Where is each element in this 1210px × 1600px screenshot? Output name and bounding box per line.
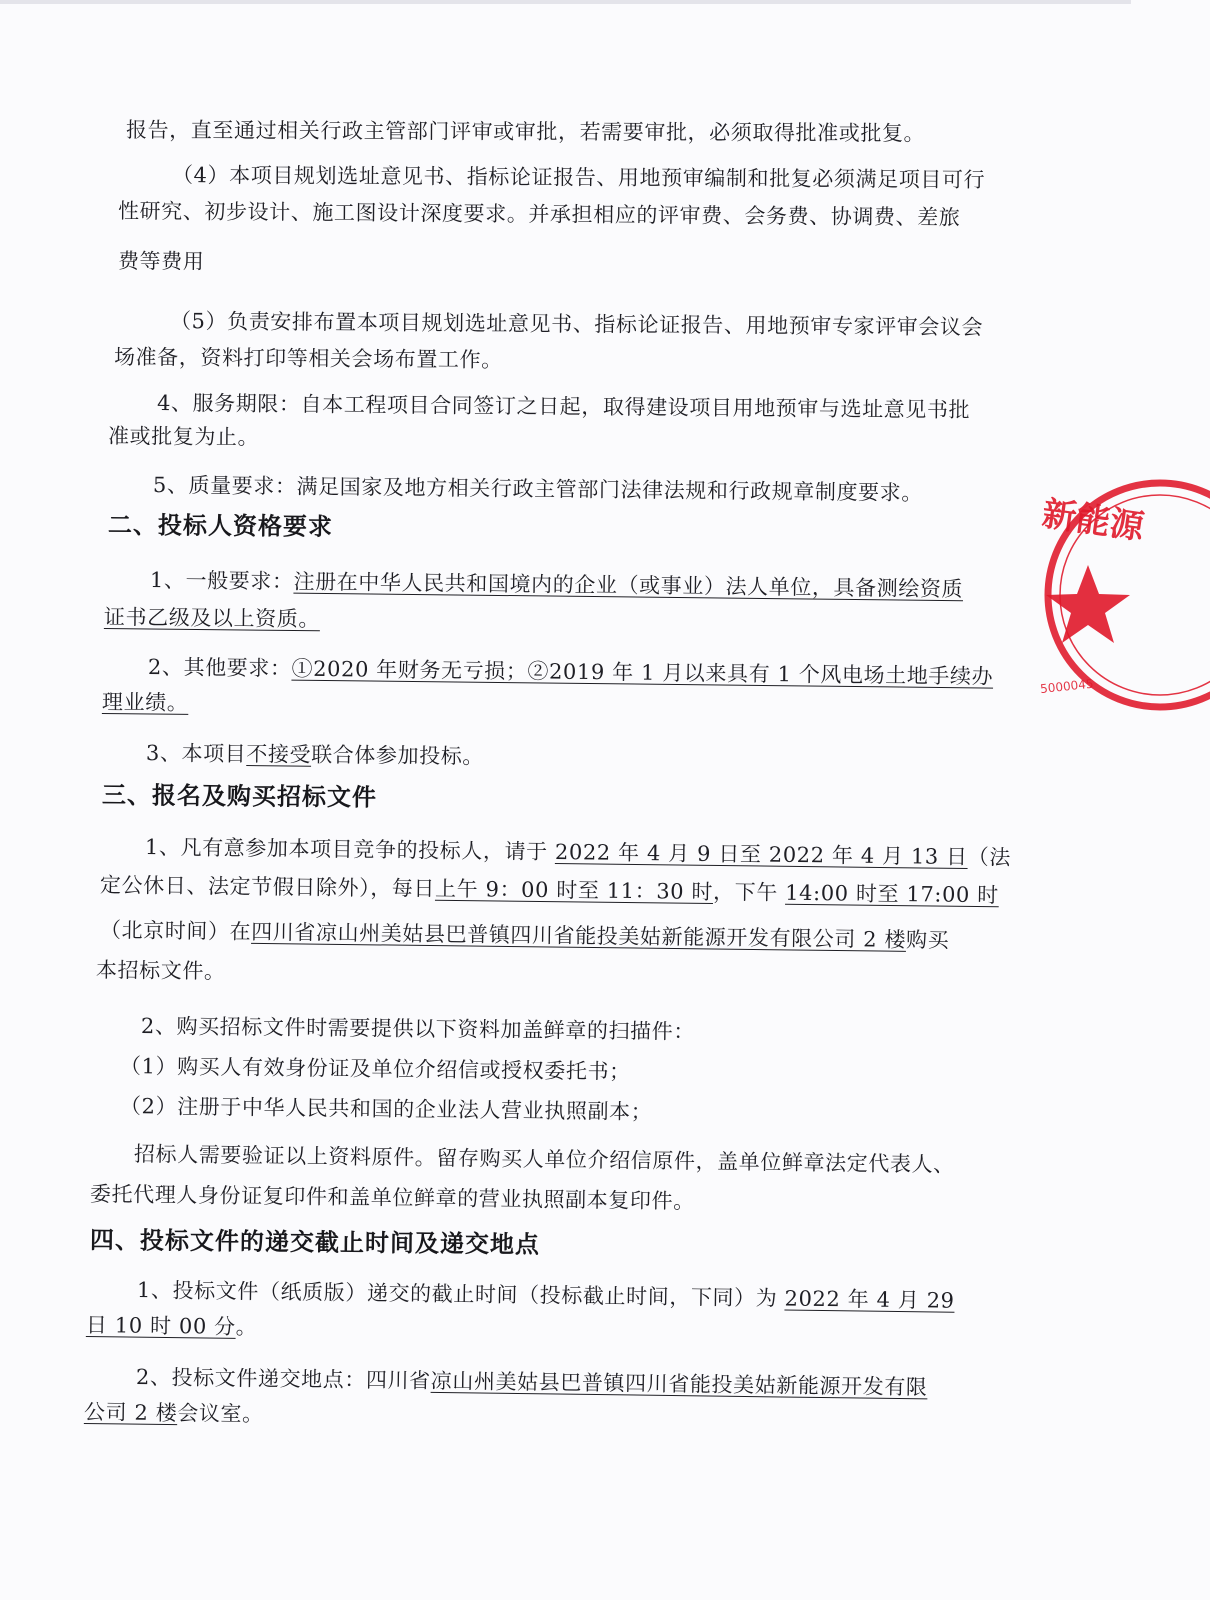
- section-heading: [102, 780, 377, 813]
- text-segment: 2、其他要求：: [147, 655, 292, 681]
- text-segment: 本招标文件。: [95, 958, 226, 984]
- text-segment: 招标人需要验证以上资料原件。留存购买人单位介绍信原件，盖单位鲜章法定代表人、: [133, 1142, 955, 1177]
- text-segment: 1、凡有意参加本项目竞争的投标人，请于: [144, 835, 556, 865]
- text-line: [146, 738, 484, 772]
- underlined-text: 公司 2 楼: [83, 1400, 178, 1426]
- text-line: [126, 115, 925, 148]
- text-segment: 四、投标文件的递交截止时间及递交地点: [89, 1225, 541, 1259]
- text-segment: （法: [967, 845, 1012, 870]
- text-segment: （5）负责安排布置本项目规划选址意见书、指标论证报告、用地预审专家评审会议会: [169, 309, 984, 340]
- text-line: [104, 602, 320, 634]
- text-segment: 准或批复为止。: [107, 424, 260, 450]
- text-line: [84, 1397, 264, 1429]
- section-heading: [90, 1225, 540, 1260]
- seal-bottom-number: 5000045: [1039, 676, 1095, 697]
- text-segment: 委托代理人身份证复印件和盖单位鲜章的营业执照副本复印件。: [89, 1182, 695, 1214]
- seal-top-text: 新能源: [1039, 493, 1147, 548]
- underlined-text: 四川省凉山州美姑县巴普镇四川省能投美姑新能源开发有限公司 2 楼: [251, 919, 907, 952]
- text-segment: 三、报名及购买招标文件: [101, 780, 378, 812]
- text-segment: 会议室。: [177, 1401, 264, 1427]
- text-line: [148, 652, 994, 692]
- text-segment: 5、质量要求：满足国家及地方相关行政主管部门法律法规和行政规章制度要求。: [152, 473, 924, 506]
- seal-star-icon: [1046, 565, 1130, 643]
- text-line: [100, 915, 950, 955]
- text-line: [100, 870, 999, 910]
- text-line: [137, 1275, 955, 1316]
- text-segment: 费等费用: [117, 249, 205, 274]
- text-line: [102, 687, 189, 718]
- text-line: [150, 565, 963, 604]
- text-line: [141, 1011, 695, 1047]
- text-segment: 二、投标人资格要求: [107, 510, 334, 541]
- text-line: [134, 1139, 955, 1180]
- text-line: [86, 1310, 258, 1342]
- company-seal-stamp: [1040, 470, 1210, 720]
- text-segment: 场准备，资料打印等相关会场布置工作。: [113, 345, 503, 373]
- text-segment: （2）注册于中华人民共和国的企业法人营业执照副本；: [119, 1094, 653, 1125]
- text-line: [153, 470, 923, 508]
- text-line: [120, 1091, 653, 1127]
- scan-edge: [0, 0, 1131, 4]
- underlined-text: 凉山州美姑县巴普镇四川省能投美姑新能源开发有限: [430, 1368, 928, 1400]
- text-line: [108, 421, 259, 452]
- text-segment: 4、服务期限：自本工程项目合同签订之日起，取得建设项目用地预审与选址意见书批: [156, 391, 971, 423]
- underlined-text: 注册在中华人民共和国境内的企业（或事业）法人单位，具备测绘资质: [293, 569, 964, 602]
- underlined-text: 上午 9：00 时至 11：30 时: [434, 876, 714, 904]
- text-line: [96, 955, 226, 986]
- underlined-text: 2022 年 4 月 29: [784, 1286, 955, 1313]
- text-segment: （4）本项目规划选址意见书、指标论证报告、用地预审编制和批复必须满足项目可行: [171, 163, 986, 192]
- text-segment: 3、本项目: [145, 741, 247, 767]
- text-line: [90, 1179, 695, 1216]
- text-line: [145, 832, 1011, 873]
- underlined-text: 日 10 时 00 分: [85, 1313, 236, 1339]
- underlined-text: 2022 年 4 月 9 日至 2022 年 4 月 13 日: [554, 840, 968, 870]
- text-segment: 定公休日、法定节假日除外），每日: [99, 873, 436, 901]
- underlined-text: 14:00 时至 17:00 时: [785, 880, 999, 908]
- text-line: [136, 1362, 928, 1402]
- text-line: [114, 342, 503, 375]
- text-line: [118, 196, 961, 233]
- text-segment: 购买: [905, 927, 950, 953]
- text-line: [118, 246, 205, 277]
- text-segment: 1、投标文件（纸质版）递交的截止时间（投标截止时间，下同）为: [136, 1278, 785, 1311]
- text-line: [172, 160, 985, 195]
- text-line: [120, 1051, 631, 1087]
- text-segment: （1）购买人有效身份证及单位介绍信或授权委托书；: [119, 1054, 631, 1084]
- text-segment: 2、购买招标文件时需要提供以下资料加盖鲜章的扫描件：: [140, 1014, 696, 1044]
- text-segment: 1、一般要求：: [149, 568, 294, 594]
- underlined-text: 不接受: [246, 742, 312, 767]
- section-heading: [108, 510, 333, 542]
- text-segment: 性研究、初步设计、施工图设计深度要求。并承担相应的评审费、会务费、协调费、差旅: [117, 199, 961, 230]
- text-segment: 联合体参加投标。: [311, 742, 485, 769]
- text-segment: 报告，直至通过相关行政主管部门评审或审批，若需要审批，必须取得批准或批复。: [125, 118, 926, 146]
- text-segment: （北京时间）在: [99, 918, 252, 944]
- text-line: [170, 306, 983, 342]
- text-segment: 2、投标文件递交地点：四川省: [135, 1365, 431, 1393]
- underlined-text: 理业绩。: [101, 690, 189, 715]
- underlined-text: 证书乙级及以上资质。: [103, 605, 321, 632]
- text-line: [157, 388, 970, 425]
- underlined-text: ①2020 年财务无亏损；②2019 年 1 月以来具有 1 个风电场土地手续办: [291, 656, 994, 689]
- text-segment: ，下午: [712, 879, 786, 905]
- text-segment: 。: [235, 1314, 258, 1340]
